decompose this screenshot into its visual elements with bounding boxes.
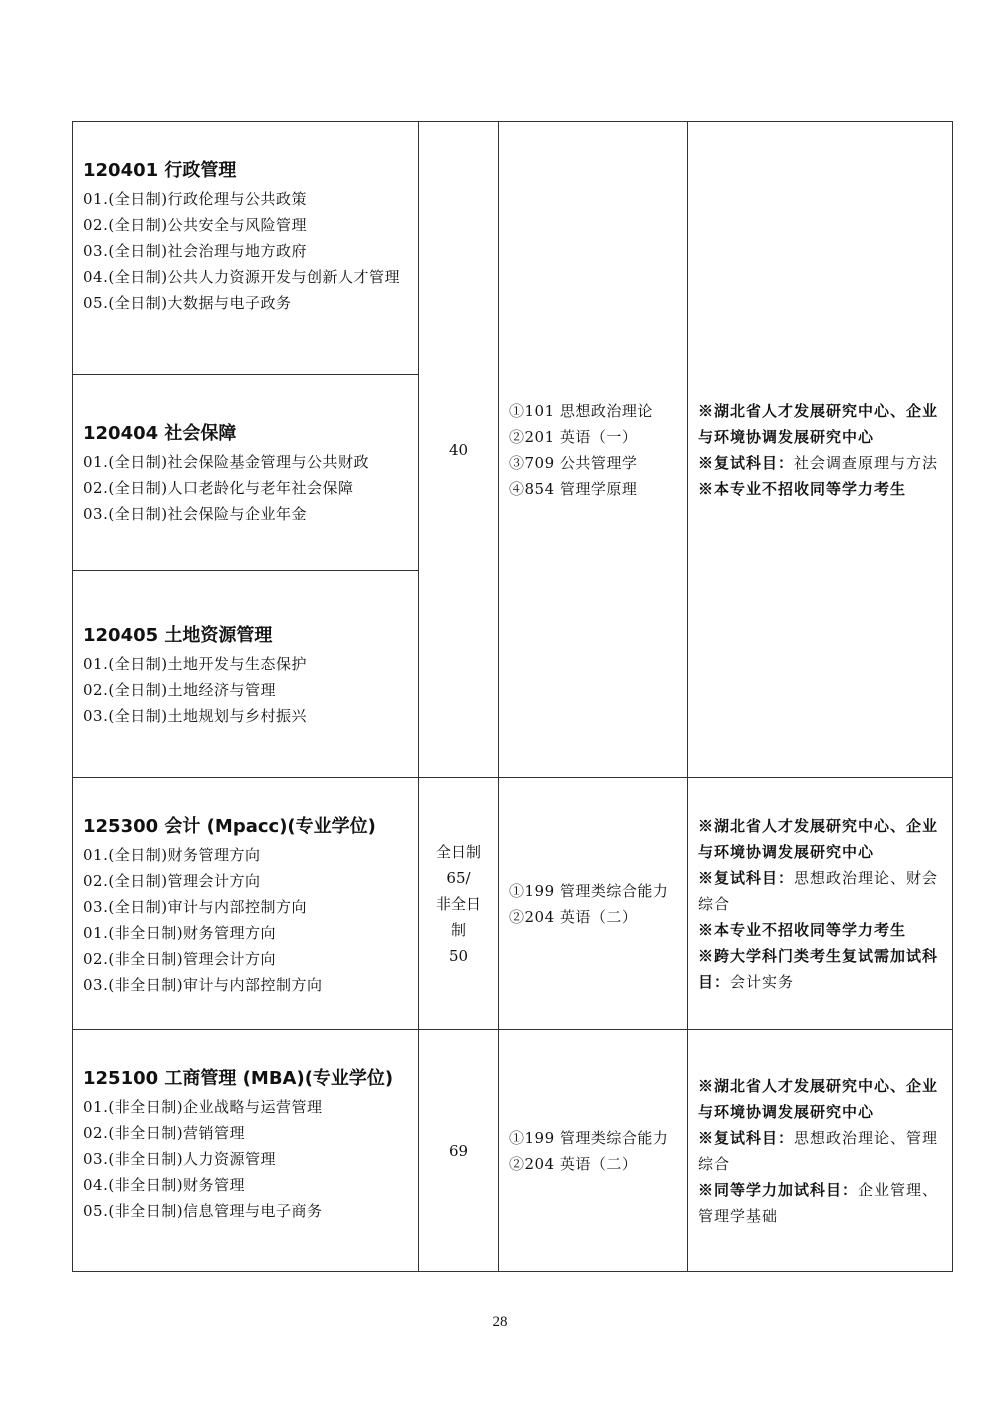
direction-item: 03.(全日制)社会保险与企业年金 [83,505,308,523]
major-cell [73,571,419,778]
exam-subjects-cell [499,122,688,778]
exam-subject: ③709 公共管理学 [509,453,638,472]
major-title: 125100 工商管理 (MBA)(专业学位) [83,1068,394,1089]
direction-item: 02.(全日制)人口老龄化与老年社会保障 [83,479,354,497]
direction-item: 01.(全日制)社会保险基金管理与公共财政 [83,453,370,471]
table-row [73,1030,953,1272]
exam-subject: ①199 管理类综合能力 [509,881,669,900]
note-item: ※本专业不招收同等学力考生 [698,920,907,939]
direction-item: 04.(非全日制)财务管理 [83,1176,246,1194]
note-item: ※湖北省人才发展研究中心、企业与环境协调发展研究中心 [698,401,939,446]
direction-item: 02.(非全日制)管理会计方向 [83,950,277,968]
direction-item: 04.(全日制)公共人力资源开发与创新人才管理 [83,268,401,286]
major-cell [73,1030,419,1272]
major-title: 120404 社会保障 [83,423,237,444]
note-item: ※湖北省人才发展研究中心、企业与环境协调发展研究中心 [698,816,939,861]
notes-cell [688,122,953,778]
enrollment-count-line: 制 [450,920,466,939]
table-row [73,122,953,375]
exam-subject: ①101 思想政治理论 [509,401,653,420]
direction-item: 02.(全日制)土地经济与管理 [83,681,277,699]
exam-subject: ②201 英语（一） [509,427,638,446]
note-item: ※复试科目：思想政治理论、财会综合 [698,868,939,913]
exam-subject: ②204 英语（二） [509,907,638,926]
major-cell [73,122,419,375]
note-item: ※跨大学科门类考生复试需加试科目：会计实务 [698,946,939,991]
notes-cell [688,1030,953,1272]
major-cell [73,778,419,1030]
note-item: ※复试科目：社会调查原理与方法 [698,453,939,472]
direction-item: 01.(非全日制)财务管理方向 [83,924,277,942]
direction-item: 01.(非全日制)企业战略与运营管理 [83,1098,323,1116]
direction-item: 05.(全日制)大数据与电子政务 [83,294,292,312]
major-title: 120401 行政管理 [83,160,237,181]
note-item: ※复试科目：思想政治理论、管理综合 [698,1128,939,1173]
direction-item: 01.(全日制)行政伦理与公共政策 [83,190,308,208]
enrollment-count-cell [419,1030,499,1272]
exam-subjects-cell [499,1030,688,1272]
direction-item: 02.(非全日制)营销管理 [83,1124,246,1142]
exam-subject: ②204 英语（二） [509,1154,638,1173]
enrollment-count: 69 [448,1141,469,1160]
note-item: ※湖北省人才发展研究中心、企业与环境协调发展研究中心 [698,1076,939,1121]
exam-subject: ①199 管理类综合能力 [509,1128,669,1147]
direction-item: 03.(全日制)土地规划与乡村振兴 [83,707,308,725]
direction-item: 05.(非全日制)信息管理与电子商务 [83,1202,323,1220]
direction-item: 03.(非全日制)审计与内部控制方向 [83,976,323,994]
direction-item: 03.(全日制)社会治理与地方政府 [83,242,308,260]
direction-item: 03.(全日制)审计与内部控制方向 [83,898,308,916]
enrollment-count-line: 65/ [446,868,471,887]
direction-item: 03.(非全日制)人力资源管理 [83,1150,277,1168]
enrollment-count: 40 [448,440,469,459]
major-title: 120405 土地资源管理 [83,625,273,646]
direction-item: 02.(全日制)公共安全与风险管理 [83,216,308,234]
table-row [73,778,953,1030]
enrollment-table [72,121,953,1272]
direction-item: 01.(全日制)财务管理方向 [83,846,261,864]
notes-cell [688,778,953,1030]
major-cell [73,375,419,571]
direction-item: 01.(全日制)土地开发与生态保护 [83,655,308,673]
enrollment-count-cell [419,122,499,778]
enrollment-count-line: 非全日 [435,894,481,913]
exam-subject: ④854 管理学原理 [509,479,638,498]
enrollment-count-cell [419,778,499,1030]
major-title: 125300 会计 (Mpacc)(专业学位) [83,816,376,837]
note-item: ※本专业不招收同等学力考生 [698,479,907,498]
enrollment-count-line: 全日制 [435,842,481,861]
exam-subjects-cell [499,778,688,1030]
note-item: ※同等学力加试科目：企业管理、管理学基础 [698,1180,939,1225]
page-number: 28 [492,1314,508,1330]
enrollment-count-line: 50 [448,946,469,965]
direction-item: 02.(全日制)管理会计方向 [83,872,261,890]
